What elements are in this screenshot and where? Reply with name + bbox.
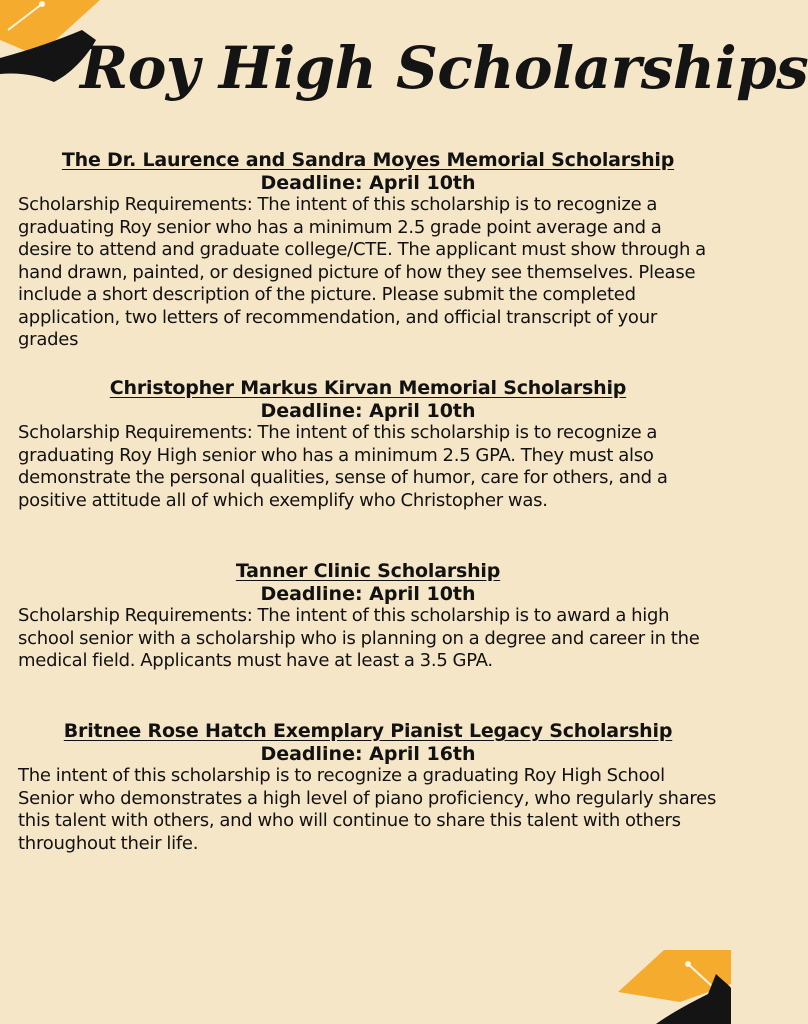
scholarship-name: The Dr. Laurence and Sandra Moyes Memorial Scholarship (61, 149, 675, 171)
scholarship-deadline: Deadline: April 10th (260, 400, 476, 422)
scholarship-section (18, 720, 718, 855)
scholarship-deadline: Deadline: April 10th (260, 583, 476, 605)
scholarship-description: The intent of this scholarship is to recognize a graduating Roy High School Senior who demonstrates a high level of piano proficiency, who regularly shares this talent with others, and who will continue to share this talent with others throughout their life. (18, 765, 717, 854)
page-title: Roy High Scholarships (80, 34, 808, 102)
scholarship-name: Christopher Markus Kirvan Memorial Scholarship (109, 377, 627, 399)
graduation-cap-icon (616, 944, 731, 1024)
scholarship-description: Scholarship Requirements: The intent of this scholarship is to recognize a graduating Roy High senior who has a minimum 2.5 GPA. They must also demonstrate the personal qualities, sense of humor, care for others, and a positive attitude all of which exemplify who Christopher was. (18, 422, 668, 511)
scholarship-section (18, 149, 718, 352)
scholarship-name: Tanner Clinic Scholarship (235, 560, 501, 582)
scholarship-name: Britnee Rose Hatch Exemplary Pianist Legacy Scholarship (63, 720, 673, 742)
scholarship-description: Scholarship Requirements: The intent of this scholarship is to award a high school senior with a scholarship who is planning on a degree and career in the medical field. Applicants must have at least a 3.5 GPA. (18, 605, 700, 671)
scholarship-section (18, 377, 718, 512)
scholarship-deadline: Deadline: April 10th (260, 172, 476, 194)
scholarship-section (18, 560, 718, 673)
scholarship-description: Scholarship Requirements: The intent of this scholarship is to recognize a graduating Roy senior who has a minimum 2.5 grade point average and a desire to attend and graduate college/CTE. The applicant must show through a hand drawn, painted, or designed picture of how they see themselves. Please include a short description of the picture. Please submit the completed application, two letters of recommendation, and official transcript of your grades (18, 194, 706, 350)
scholarship-deadline: Deadline: April 16th (260, 743, 476, 765)
